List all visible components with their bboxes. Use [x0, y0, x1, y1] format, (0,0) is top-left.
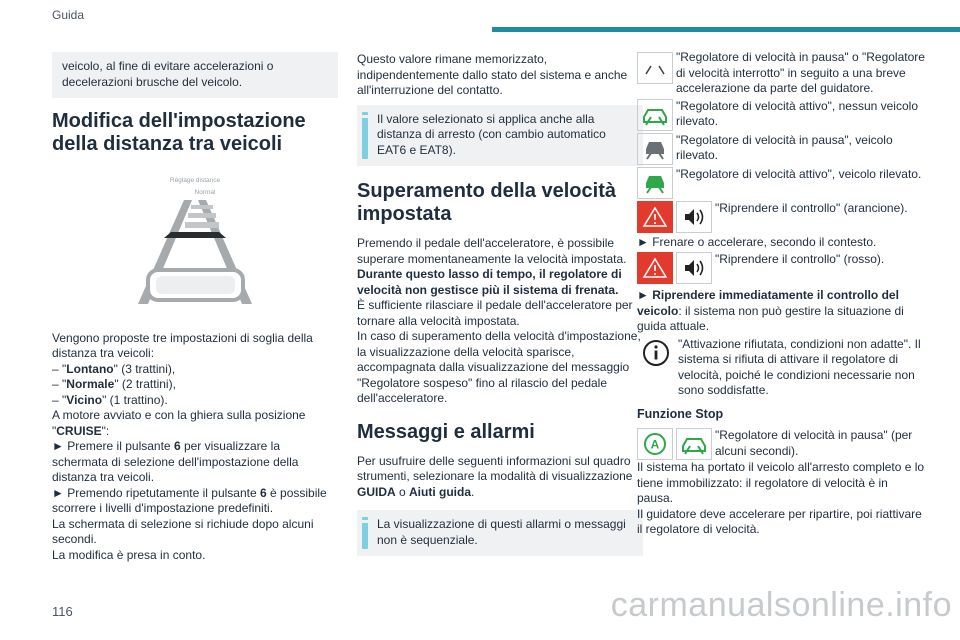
distance-setting-figure	[52, 174, 338, 314]
overspeed-text: Premendo il pedale dell'acceleratore, è possibile superare momentaneamente la velocità impostata.	[357, 236, 627, 266]
memory-text: Questo valore rimane memorizzato, indipendentemente dallo stato del sistema e anche all'interruzione del contatto.	[357, 52, 628, 97]
vehicle-inner	[156, 276, 235, 294]
overspeed-warning: Durante questo lasso di tempo, il regolatore di velocità non gestisce più il sistema di frenata.	[357, 267, 622, 297]
vehicle-detected-grey-icon	[637, 133, 673, 165]
column-2	[357, 52, 643, 568]
message-active-no-vehicle: "Regolatore di velocità attivo", nessun veicolo rilevato.	[637, 99, 927, 131]
heading-overspeed: Superamento della velocità impostata	[357, 180, 616, 225]
auto-hold-icon	[637, 428, 673, 460]
section-heading: Modifica dell'impostazione della distanza tra veicoli	[52, 110, 306, 155]
cruise-active-icon-2	[676, 428, 712, 460]
message-take-control-red: "Riprendere il controllo" (rosso).	[637, 252, 927, 284]
option-far: – "Lontano" (3 trattini),	[52, 361, 176, 376]
watermark: carmanualsonline.info	[610, 586, 952, 624]
intro-text: Vengono proposte tre impostazioni di soglia della distanza tra veicoli:	[52, 330, 313, 360]
column-3	[637, 52, 927, 538]
distance-marker	[164, 232, 226, 238]
message-paused: "Regolatore di velocità in pausa" o "Regolatore di velocità interrotto" in seguito a una breve accelerazione da parte del guidatore.	[637, 52, 927, 97]
heading-stop-function: Funzione Stop	[637, 406, 724, 421]
speaker-icon	[676, 201, 712, 233]
message-take-control-orange: "Riprendere il controllo" (arancione).	[637, 201, 927, 233]
figure-label: Normal	[194, 189, 216, 196]
info-note	[52, 52, 338, 98]
cruise-paragraph: A motore avviato e con la ghiera sulla posizione "CRUISE":	[52, 408, 306, 438]
dash-1	[191, 205, 213, 209]
heading-messages: Messaggi e allarmi	[357, 420, 535, 443]
info-note-sequence: La visualizzazione di questi allarmi o messaggi non è sequenziale.	[357, 510, 643, 556]
instruction-take-control: ► Riprendere immediatamente il controllo del veicolo: il sistema non può gestire la situazione di guida attuale.	[637, 288, 904, 333]
message-activation-refused: "Attivazione rifiutata, condizioni non adatte". Il sistema si rifiuta di attivare il regolatore di velocità, poiché le condizioni necessarie non sono soddisfatte.	[637, 337, 927, 399]
page-number: 116	[52, 604, 73, 619]
release-text: È sufficiente rilasciare il pedale dell'acceleratore per tornare alla velocità impostata.	[357, 298, 633, 328]
column-1	[52, 52, 338, 563]
cruise-active-icon	[637, 99, 673, 131]
info-note-stopping: Il valore selezionato si applica anche alla distanza di arresto (con cambio automatico EAT6 e EAT8).	[357, 105, 643, 167]
closing-text: La schermata di selezione si richiude dopo alcuni secondi.	[52, 516, 314, 546]
message-paused-vehicle: "Regolatore di velocità in pausa", veicolo rilevato.	[637, 133, 927, 165]
svg-text:A: A	[650, 437, 660, 452]
message-active-vehicle: "Regolatore di velocità attivo", veicolo rilevato.	[637, 167, 927, 199]
restart-text: Il guidatore deve accelerare per ripartire, poi riattivare il regolatore di velocità.	[637, 506, 922, 536]
step-2: ► Premendo ripetutamente il pulsante 6 è possibile scorrere i livelli d'impostazione predefiniti.	[52, 485, 327, 515]
cruise-paused-icon	[637, 52, 673, 84]
option-normal: – "Normale" (2 trattini),	[52, 377, 176, 391]
dash-2	[188, 213, 216, 218]
message-stop-paused: A "Regolatore di velocità in pausa" (per alcuni secondi).	[637, 428, 927, 460]
speaker-icon-2	[676, 252, 712, 284]
display-mode-text: Per usufruire delle seguenti informazioni sul quadro strumenti, selezionare la modalità di visualizzazione GUIDA o Aiuti guida.	[357, 453, 633, 499]
stop-text: Il sistema ha portato il veicolo all'arresto completo e lo tiene immobilizzato: il regolatore di velocità è in pausa.	[637, 460, 925, 505]
closing-text-2: La modifica è presa in conto.	[52, 547, 206, 562]
warning-triangle-icon	[637, 201, 673, 233]
suspended-text: In caso di superamento della velocità d'impostazione, la visualizzazione della velocità sparisce, accompagnata dalla visualizzazione del messaggio "Regolatore sospeso" fino al rilascio del pedale dell'acceleratore.	[357, 329, 641, 405]
note-text: veicolo, al fine di evitare accelerazioni o decelerazioni brusche del veicolo.	[62, 59, 274, 89]
header-accent-bar	[492, 27, 960, 32]
instruction-brake: ► Frenare o accelerare, secondo il contesto.	[637, 234, 877, 249]
dash-3	[185, 222, 219, 228]
step-1: ► Premere il pulsante 6 per visualizzare la schermata di selezione dell'impostazione della distanza tra veicoli.	[52, 439, 299, 484]
vehicle-detected-green-icon	[637, 167, 673, 199]
running-header: Guida	[52, 8, 85, 22]
option-near: – "Vicino" (1 trattino).	[52, 392, 168, 407]
info-icon	[637, 337, 675, 369]
figure-title: Réglage distance	[169, 177, 221, 184]
warning-triangle-red-icon	[637, 252, 673, 284]
